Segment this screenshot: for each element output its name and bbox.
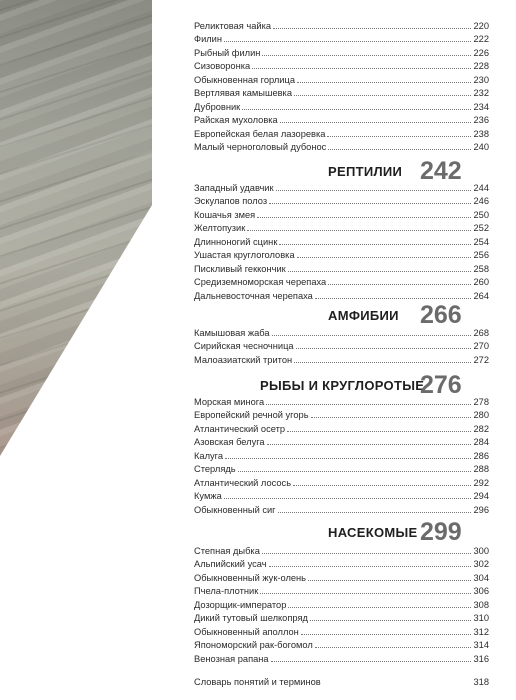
toc-entry — [194, 87, 489, 100]
section-title: НАСЕКОМЫЕ — [328, 524, 418, 540]
dot-leader — [301, 626, 472, 635]
entry-page: 264 — [473, 290, 489, 301]
dot-leader — [308, 572, 471, 581]
toc-entry — [194, 236, 489, 249]
entry-title: Европейская белая лазоревка — [194, 128, 326, 139]
toc-entry — [194, 653, 489, 666]
toc-entry — [194, 114, 489, 127]
entry-title: Обыкновенный жук-олень — [194, 572, 307, 583]
toc-entry — [194, 327, 489, 340]
entry-title: Атлантический лосось — [194, 477, 292, 488]
toc-entry — [194, 504, 489, 517]
dot-leader — [267, 436, 472, 445]
entry-title: Дубровник — [194, 101, 241, 112]
entry-page: 234 — [473, 101, 489, 112]
entry-page: 296 — [473, 504, 489, 515]
entry-page: 294 — [473, 491, 489, 502]
entry-page: 302 — [473, 559, 489, 570]
entry-title: Пчела-плотник — [194, 586, 259, 597]
dot-leader — [224, 33, 471, 42]
entry-title: Кумжа — [194, 491, 222, 502]
dot-leader — [294, 87, 471, 96]
entry-title: Дальневосточная черепаха — [194, 290, 313, 301]
dot-leader — [327, 128, 471, 137]
toc-entry — [194, 450, 489, 463]
entry-page: 256 — [473, 250, 489, 261]
dot-leader — [247, 222, 471, 231]
toc-entry — [194, 263, 489, 276]
toc-entry — [194, 612, 489, 625]
entry-page: 312 — [473, 626, 489, 637]
section-heading — [0, 517, 516, 547]
entry-page: 306 — [473, 586, 489, 597]
entry-title: Малоазиатский тритон — [194, 354, 293, 365]
entry-title: Дозорщик-император — [194, 599, 287, 610]
entry-title: Азовская белуга — [194, 437, 265, 448]
entry-page: 280 — [473, 410, 489, 421]
toc-entry — [194, 276, 489, 289]
toc-entry — [194, 477, 489, 490]
toc-entry — [194, 490, 489, 503]
dot-leader — [224, 490, 472, 499]
entry-page: 308 — [473, 599, 489, 610]
entry-page: 232 — [473, 88, 489, 99]
dot-leader — [238, 463, 472, 472]
entry-title: Средиземноморская черепаха — [194, 277, 327, 288]
dot-leader — [266, 396, 471, 405]
entry-title: Сизоворонка — [194, 61, 251, 72]
entry-title: Степная дыбка — [194, 546, 260, 556]
entry-page: 260 — [473, 277, 489, 288]
toc-entry — [194, 249, 489, 262]
dot-leader — [262, 545, 472, 554]
dot-leader — [260, 585, 471, 594]
toc-entry — [194, 182, 489, 195]
toc-entry — [194, 572, 489, 585]
dot-leader — [271, 653, 472, 662]
dot-leader — [297, 249, 472, 258]
section-title: АМФИБИИ — [328, 307, 399, 323]
entry-page: 230 — [473, 74, 489, 85]
entry-page: 284 — [473, 437, 489, 448]
entry-title: Эскулапов полоз — [194, 196, 268, 207]
dot-leader — [328, 276, 471, 285]
dot-leader — [269, 195, 471, 204]
dot-leader — [315, 290, 472, 299]
toc-entry — [194, 33, 489, 46]
toc-entry — [194, 585, 489, 598]
dot-leader — [293, 477, 471, 486]
entry-page: 244 — [473, 183, 489, 193]
entry-page: 246 — [473, 196, 489, 207]
toc-entry — [194, 396, 489, 409]
entry-title: Обыкновенный аполлон — [194, 626, 299, 637]
entry-page: 250 — [473, 209, 489, 220]
entry-page: 318 — [473, 677, 489, 687]
entry-title: Пискливый геккончик — [194, 263, 286, 274]
toc-entry — [194, 222, 489, 235]
entry-page: 220 — [473, 21, 489, 31]
dot-leader — [315, 639, 472, 648]
dot-leader — [278, 504, 472, 513]
entry-title: Словарь понятий и терминов — [194, 677, 321, 687]
section-page-number: 266 — [420, 300, 462, 329]
entry-title: Дикий тутовый шелкопряд — [194, 613, 308, 624]
section-page-number: 242 — [420, 156, 462, 185]
section-title: РЕПТИЛИИ — [328, 163, 403, 179]
toc-entry — [194, 128, 489, 141]
entry-page: 288 — [473, 464, 489, 475]
entry-title: Реликтовая чайка — [194, 21, 272, 31]
dot-leader — [252, 60, 471, 69]
toc-entry — [194, 558, 489, 571]
entry-page: 240 — [473, 142, 489, 153]
entry-page: 226 — [473, 47, 489, 58]
entry-page: 222 — [473, 34, 489, 45]
toc-entry — [194, 47, 489, 60]
dot-leader — [242, 101, 471, 110]
entry-title: Альпийский усач — [194, 559, 267, 570]
entry-title: Сирийская чесночница — [194, 341, 294, 352]
dot-leader — [279, 236, 471, 245]
entry-title: Филин — [194, 34, 223, 45]
toc-entry — [194, 340, 489, 353]
toc-entry — [194, 545, 489, 558]
toc-entry — [194, 141, 489, 154]
entry-page: 300 — [473, 546, 489, 556]
entry-title: Райская мухоловка — [194, 115, 278, 126]
entry-title: Обыкновенная горлица — [194, 74, 295, 85]
entry-page: 286 — [473, 450, 489, 461]
dot-leader — [296, 340, 472, 349]
toc-entry — [194, 639, 489, 652]
entry-title: Длинноногий сцинк — [194, 236, 278, 247]
toc-entry — [194, 354, 489, 367]
entry-page: 258 — [473, 263, 489, 274]
dot-leader — [328, 141, 471, 150]
section-heading — [0, 300, 516, 330]
dot-leader — [273, 20, 471, 29]
entry-title: Морская минога — [194, 397, 265, 407]
dot-leader — [276, 182, 472, 191]
section-title: РЫБЫ И КРУГЛОРОТЫЕ — [260, 377, 425, 393]
entry-page: 254 — [473, 236, 489, 247]
toc-entry — [194, 409, 489, 422]
entry-page: 310 — [473, 613, 489, 624]
toc-entry — [194, 676, 489, 689]
dot-leader — [225, 450, 471, 459]
entry-title: Малый черноголовый дубонос — [194, 142, 327, 153]
dot-leader — [294, 354, 471, 363]
dot-leader — [288, 263, 472, 272]
entry-page: 270 — [473, 341, 489, 352]
entry-title: Западный удавчик — [194, 183, 274, 193]
toc-entry — [194, 20, 489, 33]
entry-title: Желтопузик — [194, 223, 246, 234]
entry-page: 278 — [473, 397, 489, 407]
entry-title: Венозная рапана — [194, 653, 269, 664]
dot-leader — [272, 327, 472, 336]
toc-entry — [194, 463, 489, 476]
dot-leader — [257, 209, 471, 218]
entry-page: 314 — [473, 640, 489, 651]
entry-page: 272 — [473, 354, 489, 365]
entry-title: Обыкновенный сиг — [194, 504, 276, 515]
dot-leader — [280, 114, 472, 123]
entry-title: Кошачья змея — [194, 209, 256, 220]
toc-entry — [194, 626, 489, 639]
entry-title: Европейский речной угорь — [194, 410, 309, 421]
toc-entry — [194, 195, 489, 208]
section-page-number: 299 — [420, 517, 462, 546]
entry-title: Вертлявая камышевка — [194, 88, 292, 99]
section-page-number: 276 — [420, 370, 462, 399]
dot-leader — [323, 677, 472, 685]
entry-title: Рыбный филин — [194, 47, 261, 58]
dot-leader — [262, 47, 471, 56]
entry-page: 236 — [473, 115, 489, 126]
entry-title: Камышовая жаба — [194, 328, 270, 338]
entry-title: Ушастая круглоголовка — [194, 250, 295, 261]
dot-leader — [288, 599, 471, 608]
entry-title: Калуга — [194, 450, 224, 461]
toc-entry — [194, 423, 489, 436]
toc-entry — [194, 209, 489, 222]
dot-leader — [310, 612, 472, 621]
toc-entry — [194, 74, 489, 87]
dot-leader — [297, 74, 471, 83]
entry-page: 316 — [473, 653, 489, 664]
entry-page: 252 — [473, 223, 489, 234]
entry-page: 292 — [473, 477, 489, 488]
toc-entry — [194, 60, 489, 73]
entry-title: Япономорский рак-богомол — [194, 640, 313, 651]
entry-page: 304 — [473, 572, 489, 583]
dot-leader — [311, 409, 472, 418]
toc-entry — [194, 436, 489, 449]
entry-title: Атлантический осетр — [194, 423, 286, 434]
dot-leader — [269, 558, 472, 567]
dot-leader — [287, 423, 471, 432]
toc-entry — [194, 599, 489, 612]
toc-entry — [194, 101, 489, 114]
entry-page: 282 — [473, 423, 489, 434]
entry-title: Стерлядь — [194, 464, 236, 475]
entry-page: 238 — [473, 128, 489, 139]
entry-page: 228 — [473, 61, 489, 72]
entry-page: 268 — [473, 328, 489, 338]
